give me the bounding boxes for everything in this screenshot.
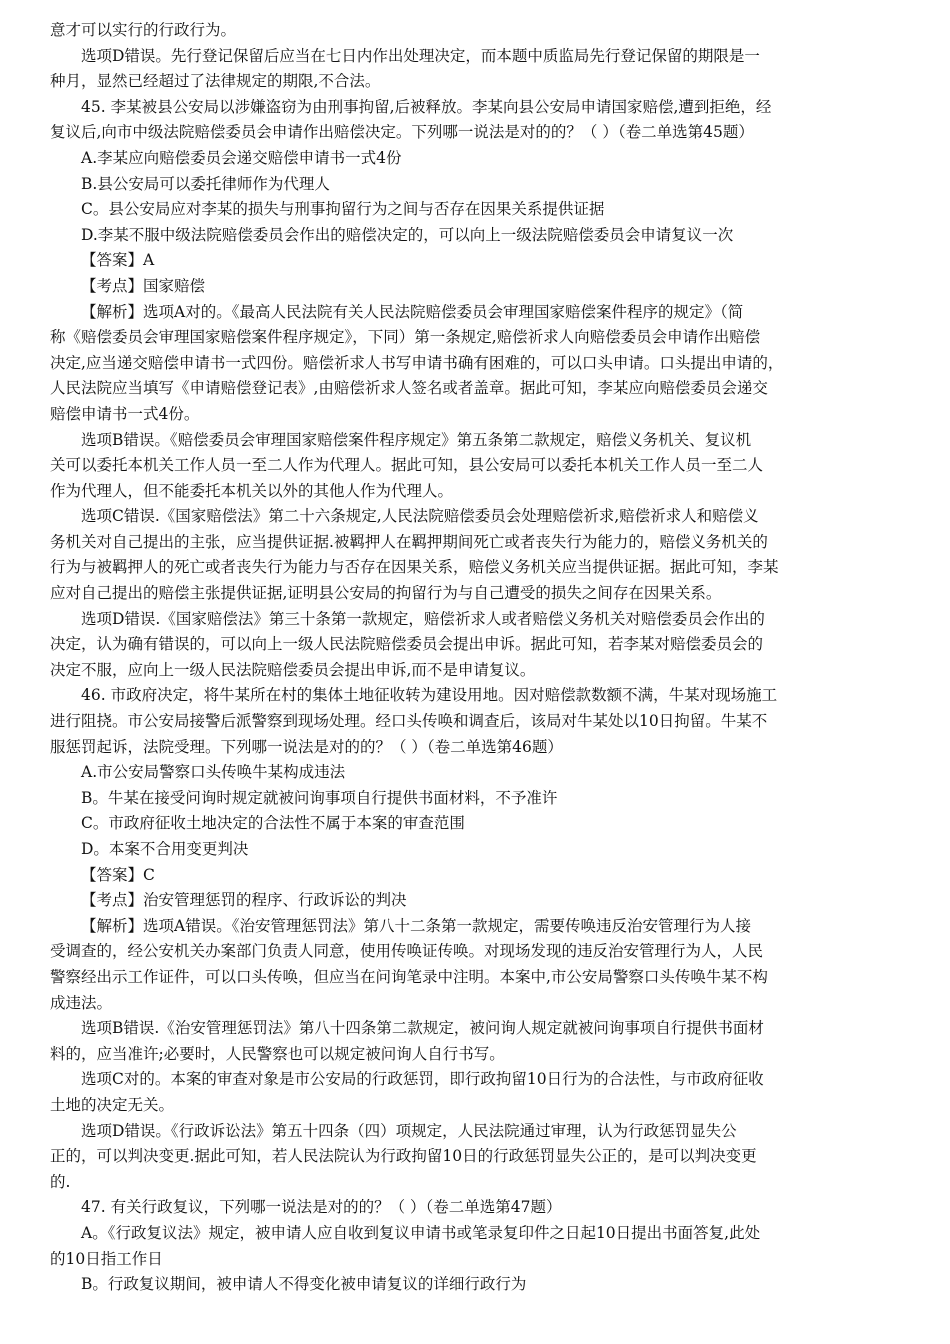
text-line: 选项D错误。《行政诉讼法》第五十四条（四）项规定，人民法院通过审理，认为行政惩罚显失公 (81, 1121, 737, 1140)
text-line: 【解析】选项A错误。《治安管理惩罚法》第八十二条第一款规定，需要传唤违反治安管理行为人接 (81, 916, 751, 935)
text-line: 受调查的，经公安机关办案部门负责人同意，使用传唤证传唤。对现场发现的违反治安管理行为人，人民 (50, 942, 764, 961)
text-line: 选项C对的。本案的审查对象是市公安局的行政惩罚，即行政拘留10日行为的合法性，与市政府征收 (81, 1070, 764, 1089)
text-line: 决定，认为确有错误的，可以向上一级人民法院赔偿委员会提出申诉。据此可知，若李某对赔偿委员会的 (50, 635, 764, 654)
text-line: 选项D错误。先行登记保留后应当在七日内作出处理决定，而本题中质监局先行登记保留的期限是一 (81, 46, 760, 65)
document-body (50, 18, 902, 1298)
text-line: 服惩罚起诉，法院受理。下列哪一说法是对的的？（ ）（卷二单选第46题） (50, 737, 563, 756)
text-line: B。牛某在接受问询时规定就被问询事项自行提供书面材料，不予准许 (81, 788, 558, 807)
text-line: 警察经出示工作证件，可以口头传唤，但应当在问询笔录中注明。本案中,市公安局警察口头传唤牛某不构 (50, 967, 768, 986)
text-line: 人民法院应当填写《申请赔偿登记表》,由赔偿祈求人签名或者盖章。据此可知，李某应向赔偿委员会递交 (50, 379, 768, 398)
text-line: 【考点】国家赔偿 (81, 276, 206, 295)
text-line: 的. (50, 1172, 71, 1191)
text-line: 作为代理人，但不能委托本机关以外的其他人作为代理人。 (50, 481, 454, 500)
text-line: 称《赔偿委员会审理国家赔偿案件程序规定》，下同）第一条规定,赔偿祈求人向赔偿委员会申请作出赔偿 (50, 328, 761, 347)
text-line: 47. 有关行政复议，下列哪一说法是对的的？（ ）（卷二单选第47题） (81, 1198, 562, 1217)
text-line: B.县公安局可以委托律师作为代理人 (81, 174, 330, 193)
text-line: 的10日指工作日 (50, 1249, 163, 1268)
text-line: 土地的决定无关。 (50, 1095, 175, 1114)
text-line: 务机关对自己提出的主张，应当提供证据.被羁押人在羁押期间死亡或者丧失行为能力的，赔偿义务机关的 (50, 532, 768, 551)
text-line: B。行政复议期间，被申请人不得变化被申请复议的详细行政行为 (81, 1275, 527, 1294)
text-line: A.市公安局警察口头传唤牛某构成违法 (81, 763, 346, 782)
text-line: 关可以委托本机关工作人员一至二人作为代理人。据此可知，县公安局可以委托本机关工作人员一至二人 (50, 456, 764, 475)
text-line: D.李某不服中级法院赔偿委员会作出的赔偿决定的，可以向上一级法院赔偿委员会申请复议一次 (81, 225, 734, 244)
text-line: 进行阻挠。市公安局接警后派警察到现场处理。经口头传唤和调查后，该局对牛某处以10日拘留。牛某不 (50, 712, 768, 731)
text-line: 种月，显然已经超过了法律规定的期限,不合法。 (50, 72, 381, 91)
text-line: 决定,应当递交赔偿申请书一式四份。赔偿祈求人书写申请书确有困难的，可以口头申请。口头提出申请的， (50, 353, 784, 372)
text-line: D。本案不合用变更判决 (81, 840, 249, 858)
text-line: 46. 市政府决定，将牛某所在村的集体土地征收转为建设用地。因对赔偿款数额不满，牛某对现场施工 (81, 686, 778, 705)
text-line: 决定不服，应向上一级人民法院赔偿委员会提出申诉,而不是申请复议。 (50, 660, 536, 679)
text-line: 行为与被羁押人的死亡或者丧失行为能力与否存在因果关系，赔偿义务机关应当提供证据。据此可知，李某 (50, 558, 779, 577)
text-line: 料的，应当准许;必要时，人民警察也可以规定被问询人自行书写。 (50, 1044, 505, 1063)
text-line: C。市政府征收土地决定的合法性不属于本案的审查范围 (81, 814, 465, 833)
text-line: 选项B错误.《治安管理惩罚法》第八十四条第二款规定，被问询人规定就被问询事项自行提供书面材 (81, 1019, 764, 1038)
text-line: C。县公安局应对李某的损失与刑事拘留行为之间与否存在因果关系提供证据 (81, 200, 605, 219)
text-line: 成违法。 (50, 993, 113, 1012)
text-line: 复议后,向市中级法院赔偿委员会申请作出赔偿决定。下列哪一说法是对的的？（ ）（卷二单选第45题） (50, 123, 754, 142)
text-line: 【考点】治安管理惩罚的程序、行政诉讼的判决 (81, 891, 407, 910)
text-line: 应对自己提出的赔偿主张提供证据,证明县公安局的拘留行为与自己遭受的损失之间存在因果关系。 (50, 584, 722, 603)
text-line: 选项C错误.《国家赔偿法》第二十六条规定,人民法院赔偿委员会处理赔偿祈求,赔偿祈求人和赔偿义 (81, 507, 759, 526)
text-line: 意才可以实行的行政行为。 (50, 21, 237, 39)
text-line: A。《行政复议法》规定，被申请人应自收到复议申请书或笔录复印件之日起10日提出书面答复,此处 (81, 1223, 761, 1242)
text-line: 【解析】选项A对的。《最高人民法院有关人民法院赔偿委员会审理国家赔偿案件程序的规定》（简 (81, 302, 744, 321)
text-line: 【答案】A (81, 251, 155, 270)
text-line: 选项B错误。《赔偿委员会审理国家赔偿案件程序规定》第五条第二款规定，赔偿义务机关、复议机 (81, 430, 752, 449)
text-line: 45. 李某被县公安局以涉嫌盗窃为由刑事拘留,后被释放。李某向县公安局申请国家赔偿,遭到拒绝，经 (81, 97, 772, 116)
text-line: A.李某应向赔偿委员会递交赔偿申请书一式4份 (81, 148, 402, 167)
text-line: 【答案】C (81, 865, 155, 884)
text-line: 选项D错误.《国家赔偿法》第三十条第一款规定，赔偿祈求人或者赔偿义务机关对赔偿委员会作出的 (81, 609, 765, 628)
text-line: 赔偿申请书一式4份。 (50, 404, 200, 423)
text-line: 正的，可以判决变更.据此可知，若人民法院认为行政拘留10日的行政惩罚显失公正的，是可以判决变更 (50, 1147, 757, 1166)
